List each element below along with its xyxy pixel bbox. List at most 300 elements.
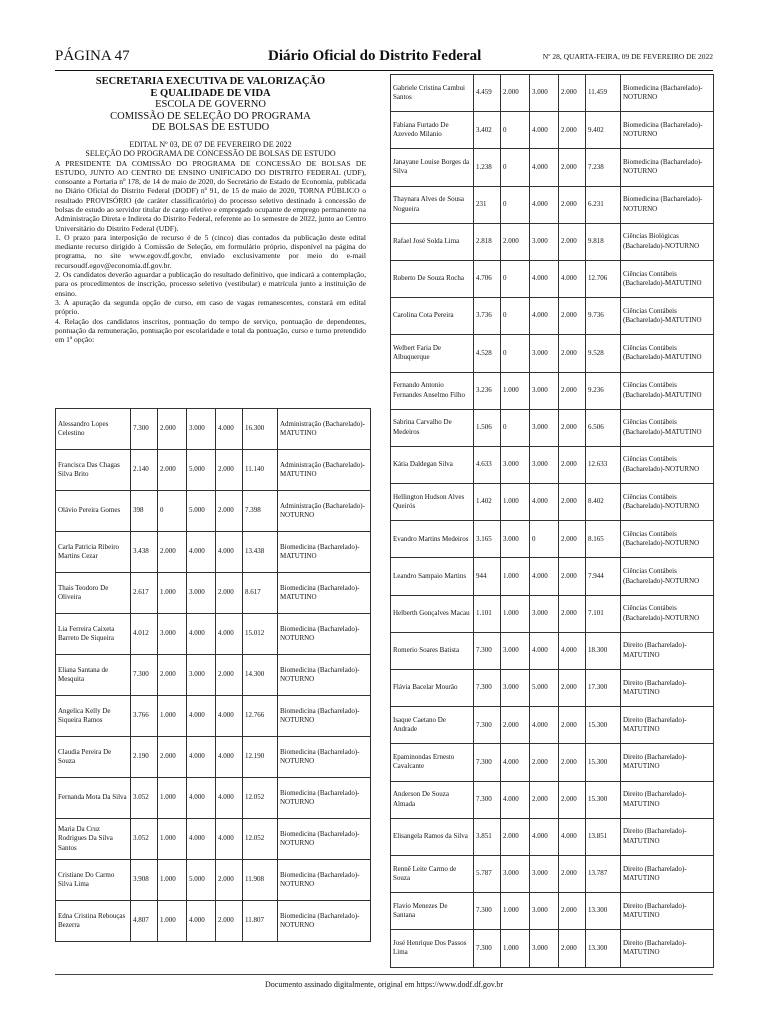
journal-title: Diário Oficial do Distrito Federal bbox=[268, 48, 482, 64]
tempo-servico-cell: 3.052 bbox=[131, 819, 158, 860]
dependentes-cell: 2.000 bbox=[501, 75, 530, 112]
tempo-servico-cell: 7.300 bbox=[474, 930, 501, 967]
tempo-servico-cell: 2.190 bbox=[131, 737, 158, 778]
total-pontuacao-cell: 13.787 bbox=[586, 855, 621, 892]
candidate-name-cell: Gabriele Cristina Cambui Santos bbox=[391, 75, 474, 112]
tempo-servico-cell: 1.101 bbox=[474, 595, 501, 632]
candidate-name-cell: Thaynara Alves de Sousa Nogueira bbox=[391, 186, 474, 223]
candidate-name-cell: Carolina Cota Pereira bbox=[391, 298, 474, 335]
curso-turno-cell: Direito (Bacharelado)-MATUTINO bbox=[621, 632, 714, 669]
remuneracao-cell: 2.000 bbox=[530, 781, 559, 818]
page-header bbox=[55, 48, 713, 70]
curso-turno-cell: Direito (Bacharelado)-MATUTINO bbox=[621, 670, 714, 707]
escolaridade-cell: 2.000 bbox=[559, 75, 586, 112]
dependentes-cell: 1.000 bbox=[158, 573, 187, 614]
remuneracao-cell: 4.000 bbox=[530, 112, 559, 149]
tempo-servico-cell: 7.300 bbox=[131, 655, 158, 696]
escolaridade-cell: 2.000 bbox=[216, 450, 243, 491]
remuneracao-cell: 3.000 bbox=[530, 930, 559, 967]
curso-turno-cell: Biomedicina (Bacharelado)-NOTURNO bbox=[278, 901, 371, 942]
table-row bbox=[391, 818, 714, 855]
total-pontuacao-cell: 7.944 bbox=[586, 558, 621, 595]
total-pontuacao-cell: 11.459 bbox=[586, 75, 621, 112]
edital-intro: A PRESIDENTE DA COMISSÃO DO PROGRAMA DE CONCESSÃO DE BOLSAS DE ESTUDO, JUNTO AO CENTRO DE ENSINO UNIFICADO DO DISTRITO FEDERAL (UDF), consoante a Portaria nº 178, de 14 de maio de 2020, do Secretário de Estado de Economia, publicada no Diário Oficial do Distrito Federal (DODF) nº 91, de 15 de maio de 2020, TORNA PÚBLICO o resultado PROVISÓRIO (de caráter classificatório) do processo seletivo destinado à concessão de bolsas de estudo ao servidor titular de cargo efetivo e empregado ocupante de emprego permanente na Administração Direta e Indireta do Distrito Federal, referente ao 1o semestre de 2022, junto ao Centro Universitário do Distrito Federal (UDF). bbox=[55, 158, 366, 233]
remuneracao-cell: 5.000 bbox=[530, 670, 559, 707]
remuneracao-cell: 3.000 bbox=[530, 893, 559, 930]
escolaridade-cell: 4.000 bbox=[216, 409, 243, 450]
table-row bbox=[391, 670, 714, 707]
table-row bbox=[56, 696, 371, 737]
edital-item-4: 4. Relação dos candidatos inscritos, pontuação do tempo de serviço, pontuação de dependentes, pontuação da remuneração, pontuação por escolaridade e total da pontuação, curso e turno pretendido em 1ª opção: bbox=[55, 316, 366, 345]
escolaridade-cell: 2.000 bbox=[559, 298, 586, 335]
tempo-servico-cell: 4.012 bbox=[131, 614, 158, 655]
escolaridade-cell: 2.000 bbox=[216, 901, 243, 942]
escolaridade-cell: 2.000 bbox=[559, 149, 586, 186]
remuneracao-cell: 5.000 bbox=[187, 860, 216, 901]
remuneracao-cell: 3.000 bbox=[530, 446, 559, 483]
tempo-servico-cell: 398 bbox=[131, 491, 158, 532]
escolaridade-cell: 4.000 bbox=[216, 819, 243, 860]
table-row bbox=[391, 298, 714, 335]
total-pontuacao-cell: 6.231 bbox=[586, 186, 621, 223]
remuneracao-cell: 4.000 bbox=[530, 186, 559, 223]
edital-title: EDITAL Nº 03, DE 07 DE FEVEREIRO DE 2022 bbox=[129, 139, 292, 149]
remuneracao-cell: 4.000 bbox=[187, 901, 216, 942]
dependentes-cell: 1.000 bbox=[158, 860, 187, 901]
table-row bbox=[56, 409, 371, 450]
total-pontuacao-cell: 16.300 bbox=[243, 409, 278, 450]
remuneracao-cell: 3.000 bbox=[187, 655, 216, 696]
total-pontuacao-cell: 12.766 bbox=[243, 696, 278, 737]
candidate-name-cell: Isaque Caetano De Andrade bbox=[391, 707, 474, 744]
total-pontuacao-cell: 13.300 bbox=[586, 893, 621, 930]
curso-turno-cell: Biomedicina (Bacharelado)-NOTURNO bbox=[278, 819, 371, 860]
dependentes-cell: 1.000 bbox=[501, 893, 530, 930]
remuneracao-cell: 4.000 bbox=[187, 737, 216, 778]
escolaridade-cell: 2.000 bbox=[559, 670, 586, 707]
candidate-name-cell: Sabrina Carvalho De Medeiros bbox=[391, 409, 474, 446]
tempo-servico-cell: 3.438 bbox=[131, 532, 158, 573]
tempo-servico-cell: 7.300 bbox=[474, 707, 501, 744]
remuneracao-cell: 0 bbox=[530, 521, 559, 558]
curso-turno-cell: Biomedicina (Bacharelado)-NOTURNO bbox=[278, 778, 371, 819]
candidate-name-cell: Fernanda Mota Da Silva bbox=[56, 778, 131, 819]
table-row bbox=[56, 819, 371, 860]
remuneracao-cell: 3.000 bbox=[530, 372, 559, 409]
tempo-servico-cell: 2.617 bbox=[131, 573, 158, 614]
candidate-name-cell: Cristiane Do Carmo Silva Lima bbox=[56, 860, 131, 901]
escolaridade-cell: 2.000 bbox=[559, 744, 586, 781]
total-pontuacao-cell: 12.052 bbox=[243, 819, 278, 860]
table-row bbox=[56, 778, 371, 819]
total-pontuacao-cell: 7.398 bbox=[243, 491, 278, 532]
issue-date: Nº 28, QUARTA-FEIRA, 09 DE FEVEREIRO DE 2022 bbox=[542, 52, 713, 61]
curso-turno-cell: Ciências Contábeis (Bacharelado)-MATUTINO bbox=[621, 372, 714, 409]
dependentes-cell: 3.000 bbox=[158, 614, 187, 655]
tempo-servico-cell: 4.706 bbox=[474, 260, 501, 297]
tempo-servico-cell: 2.818 bbox=[474, 223, 501, 260]
candidate-name-cell: Janayane Louise Borges da Silva bbox=[391, 149, 474, 186]
table-row bbox=[391, 707, 714, 744]
total-pontuacao-cell: 8.617 bbox=[243, 573, 278, 614]
escolaridade-cell: 2.000 bbox=[559, 112, 586, 149]
curso-turno-cell: Biomedicina (Bacharelado)-MATUTINO bbox=[278, 573, 371, 614]
org-line: ESCOLA DE GOVERNO bbox=[155, 99, 266, 110]
candidate-name-cell: Flavio Menezes De Santana bbox=[391, 893, 474, 930]
candidate-name-cell: Welbert Faria De Albuquerque bbox=[391, 335, 474, 372]
dependentes-cell: 3.000 bbox=[501, 855, 530, 892]
candidate-name-cell: Hellington Hudson Alves Queirós bbox=[391, 484, 474, 521]
candidates-table-left bbox=[55, 408, 371, 942]
table-row bbox=[391, 112, 714, 149]
table-row bbox=[391, 893, 714, 930]
tempo-servico-cell: 944 bbox=[474, 558, 501, 595]
curso-turno-cell: Administração (Bacharelado)-MATUTINO bbox=[278, 409, 371, 450]
dependentes-cell: 4.000 bbox=[501, 744, 530, 781]
curso-turno-cell: Biomedicina (Bacharelado)-NOTURNO bbox=[621, 149, 714, 186]
total-pontuacao-cell: 7.238 bbox=[586, 149, 621, 186]
dependentes-cell: 2.000 bbox=[158, 450, 187, 491]
table-row bbox=[391, 521, 714, 558]
curso-turno-cell: Ciências Contábeis (Bacharelado)-NOTURNO bbox=[621, 595, 714, 632]
total-pontuacao-cell: 17.300 bbox=[586, 670, 621, 707]
escolaridade-cell: 2.000 bbox=[559, 223, 586, 260]
escolaridade-cell: 4.000 bbox=[559, 260, 586, 297]
escolaridade-cell: 2.000 bbox=[559, 521, 586, 558]
candidate-name-cell: Thais Teodoro De Oliveira bbox=[56, 573, 131, 614]
curso-turno-cell: Ciências Contábeis (Bacharelado)-NOTURNO bbox=[621, 484, 714, 521]
total-pontuacao-cell: 11.140 bbox=[243, 450, 278, 491]
remuneracao-cell: 3.000 bbox=[530, 335, 559, 372]
candidate-name-cell: Olávio Pereira Gomes bbox=[56, 491, 131, 532]
escolaridade-cell: 4.000 bbox=[559, 632, 586, 669]
table-row bbox=[391, 149, 714, 186]
tempo-servico-cell: 7.300 bbox=[474, 893, 501, 930]
candidate-name-cell: Francisca Das Chagas Silva Brito bbox=[56, 450, 131, 491]
total-pontuacao-cell: 12.706 bbox=[586, 260, 621, 297]
total-pontuacao-cell: 8.402 bbox=[586, 484, 621, 521]
remuneracao-cell: 2.000 bbox=[530, 744, 559, 781]
total-pontuacao-cell: 11.807 bbox=[243, 901, 278, 942]
total-pontuacao-cell: 15.300 bbox=[586, 707, 621, 744]
dependentes-cell: 1.000 bbox=[501, 558, 530, 595]
header-divider bbox=[55, 70, 713, 71]
dependentes-cell: 0 bbox=[501, 186, 530, 223]
curso-turno-cell: Biomedicina (Bacharelado)-NOTURNO bbox=[621, 75, 714, 112]
table-row bbox=[391, 409, 714, 446]
footer-divider bbox=[55, 974, 713, 975]
table-row bbox=[391, 632, 714, 669]
curso-turno-cell: Biomedicina (Bacharelado)-NOTURNO bbox=[621, 186, 714, 223]
table-row bbox=[391, 372, 714, 409]
curso-turno-cell: Biomedicina (Bacharelado)-NOTURNO bbox=[278, 737, 371, 778]
tempo-servico-cell: 7.300 bbox=[474, 781, 501, 818]
org-line: SECRETARIA EXECUTIVA DE VALORIZAÇÃO bbox=[95, 76, 326, 87]
escolaridade-cell: 2.000 bbox=[559, 484, 586, 521]
tempo-servico-cell: 4.528 bbox=[474, 335, 501, 372]
tempo-servico-cell: 3.236 bbox=[474, 372, 501, 409]
dependentes-cell: 3.000 bbox=[501, 632, 530, 669]
total-pontuacao-cell: 13.851 bbox=[586, 818, 621, 855]
tempo-servico-cell: 3.766 bbox=[131, 696, 158, 737]
table-row bbox=[391, 855, 714, 892]
candidate-name-cell: Claudia Pereira De Souza bbox=[56, 737, 131, 778]
total-pontuacao-cell: 12.052 bbox=[243, 778, 278, 819]
dependentes-cell: 2.000 bbox=[501, 818, 530, 855]
curso-turno-cell: Ciências Contábeis (Bacharelado)-MATUTINO bbox=[621, 335, 714, 372]
total-pontuacao-cell: 15.300 bbox=[586, 744, 621, 781]
escolaridade-cell: 2.000 bbox=[559, 855, 586, 892]
org-line: E QUALIDADE DE VIDA bbox=[150, 87, 271, 99]
dependentes-cell: 2.000 bbox=[501, 223, 530, 260]
dependentes-cell: 0 bbox=[501, 149, 530, 186]
table-row bbox=[56, 573, 371, 614]
total-pontuacao-cell: 15.012 bbox=[243, 614, 278, 655]
curso-turno-cell: Direito (Bacharelado)-MATUTINO bbox=[621, 893, 714, 930]
tempo-servico-cell: 4.459 bbox=[474, 75, 501, 112]
curso-turno-cell: Biomedicina (Bacharelado)-NOTURNO bbox=[278, 614, 371, 655]
candidate-name-cell: Carla Patricia Ribeiro Martins Cezar bbox=[56, 532, 131, 573]
tempo-servico-cell: 1.506 bbox=[474, 409, 501, 446]
dependentes-cell: 4.000 bbox=[501, 781, 530, 818]
dependentes-cell: 1.000 bbox=[501, 930, 530, 967]
curso-turno-cell: Ciências Contábeis (Bacharelado)-NOTURNO bbox=[621, 446, 714, 483]
curso-turno-cell: Direito (Bacharelado)-MATUTINO bbox=[621, 781, 714, 818]
dependentes-cell: 0 bbox=[501, 298, 530, 335]
curso-turno-cell: Direito (Bacharelado)-MATUTINO bbox=[621, 930, 714, 967]
remuneracao-cell: 3.000 bbox=[530, 75, 559, 112]
page-number: PÁGINA 47 bbox=[55, 48, 130, 64]
escolaridade-cell: 2.000 bbox=[559, 707, 586, 744]
total-pontuacao-cell: 9.402 bbox=[586, 112, 621, 149]
escolaridade-cell: 2.000 bbox=[559, 781, 586, 818]
total-pontuacao-cell: 7.101 bbox=[586, 595, 621, 632]
candidate-name-cell: Rennê Leite Carmo de Souza bbox=[391, 855, 474, 892]
remuneracao-cell: 4.000 bbox=[530, 818, 559, 855]
remuneracao-cell: 3.000 bbox=[187, 573, 216, 614]
escolaridade-cell: 4.000 bbox=[216, 614, 243, 655]
remuneracao-cell: 4.000 bbox=[530, 149, 559, 186]
total-pontuacao-cell: 18.300 bbox=[586, 632, 621, 669]
candidate-name-cell: Rafael José Solda Lima bbox=[391, 223, 474, 260]
total-pontuacao-cell: 6.506 bbox=[586, 409, 621, 446]
candidate-name-cell: Fabiana Furtado De Azevedo Milanio bbox=[391, 112, 474, 149]
table-row bbox=[56, 532, 371, 573]
candidate-name-cell: Angelica Kelly De Siqueira Ramos bbox=[56, 696, 131, 737]
dependentes-cell: 1.000 bbox=[158, 819, 187, 860]
total-pontuacao-cell: 11.908 bbox=[243, 860, 278, 901]
remuneracao-cell: 3.000 bbox=[530, 409, 559, 446]
dependentes-cell: 1.000 bbox=[501, 372, 530, 409]
escolaridade-cell: 2.000 bbox=[559, 558, 586, 595]
tempo-servico-cell: 4.807 bbox=[131, 901, 158, 942]
table-row bbox=[391, 223, 714, 260]
dependentes-cell: 0 bbox=[501, 409, 530, 446]
remuneracao-cell: 4.000 bbox=[530, 707, 559, 744]
candidate-name-cell: Roberto De Souza Rocha bbox=[391, 260, 474, 297]
curso-turno-cell: Ciências Contábeis (Bacharelado)-MATUTINO bbox=[621, 409, 714, 446]
total-pontuacao-cell: 9.818 bbox=[586, 223, 621, 260]
curso-turno-cell: Direito (Bacharelado)-MATUTINO bbox=[621, 744, 714, 781]
table-row bbox=[56, 491, 371, 532]
total-pontuacao-cell: 13.438 bbox=[243, 532, 278, 573]
tempo-servico-cell: 3.402 bbox=[474, 112, 501, 149]
tempo-servico-cell: 7.300 bbox=[131, 409, 158, 450]
curso-turno-cell: Biomedicina (Bacharelado)-MATUTINO bbox=[278, 532, 371, 573]
dependentes-cell: 1.000 bbox=[501, 484, 530, 521]
table-row bbox=[391, 186, 714, 223]
dependentes-cell: 2.000 bbox=[501, 707, 530, 744]
table-row bbox=[391, 335, 714, 372]
table-row bbox=[391, 446, 714, 483]
escolaridade-cell: 4.000 bbox=[216, 737, 243, 778]
tempo-servico-cell: 3.851 bbox=[474, 818, 501, 855]
candidate-name-cell: José Henrique Dos Passos Lima bbox=[391, 930, 474, 967]
table-row bbox=[56, 450, 371, 491]
tempo-servico-cell: 3.736 bbox=[474, 298, 501, 335]
remuneracao-cell: 3.000 bbox=[530, 595, 559, 632]
edital-subtitle: SELEÇÃO DO PROGRAMA DE CONCESSÃO DE BOLSAS DE ESTUDO bbox=[85, 149, 336, 158]
total-pontuacao-cell: 9.236 bbox=[586, 372, 621, 409]
remuneracao-cell: 3.000 bbox=[530, 855, 559, 892]
tempo-servico-cell: 231 bbox=[474, 186, 501, 223]
curso-turno-cell: Direito (Bacharelado)-MATUTINO bbox=[621, 707, 714, 744]
table-row bbox=[56, 614, 371, 655]
candidate-name-cell: Alessandro Lopes Celestino bbox=[56, 409, 131, 450]
total-pontuacao-cell: 15.300 bbox=[586, 781, 621, 818]
tempo-servico-cell: 7.300 bbox=[474, 670, 501, 707]
escolaridade-cell: 4.000 bbox=[216, 696, 243, 737]
tempo-servico-cell: 7.300 bbox=[474, 632, 501, 669]
dependentes-cell: 2.000 bbox=[158, 737, 187, 778]
dependentes-cell: 2.000 bbox=[158, 532, 187, 573]
escolaridade-cell: 2.000 bbox=[559, 930, 586, 967]
candidate-name-cell: Flávia Bacelar Mourão bbox=[391, 670, 474, 707]
remuneracao-cell: 5.000 bbox=[187, 491, 216, 532]
dependentes-cell: 0 bbox=[501, 260, 530, 297]
escolaridade-cell: 2.000 bbox=[559, 372, 586, 409]
tempo-servico-cell: 3.165 bbox=[474, 521, 501, 558]
table-row bbox=[391, 744, 714, 781]
total-pontuacao-cell: 12.633 bbox=[586, 446, 621, 483]
table-row bbox=[56, 737, 371, 778]
curso-turno-cell: Administração (Bacharelado)-MATUTINO bbox=[278, 450, 371, 491]
table-row bbox=[391, 260, 714, 297]
org-line: COMISSÃO DE SELEÇÃO DO PROGRAMA bbox=[110, 110, 311, 122]
table-row bbox=[56, 655, 371, 696]
escolaridade-cell: 2.000 bbox=[216, 655, 243, 696]
escolaridade-cell: 2.000 bbox=[559, 893, 586, 930]
remuneracao-cell: 4.000 bbox=[530, 484, 559, 521]
candidate-name-cell: Leandro Sampaio Martins bbox=[391, 558, 474, 595]
table-row bbox=[391, 930, 714, 967]
candidate-name-cell: Maria Da Cruz Rodrigues Da Silva Santos bbox=[56, 819, 131, 860]
tempo-servico-cell: 1.238 bbox=[474, 149, 501, 186]
total-pontuacao-cell: 14.300 bbox=[243, 655, 278, 696]
dependentes-cell: 1.000 bbox=[501, 595, 530, 632]
table-row bbox=[391, 75, 714, 112]
dependentes-cell: 0 bbox=[501, 112, 530, 149]
escolaridade-cell: 2.000 bbox=[216, 491, 243, 532]
remuneracao-cell: 4.000 bbox=[187, 532, 216, 573]
curso-turno-cell: Direito (Bacharelado)-MATUTINO bbox=[621, 855, 714, 892]
remuneracao-cell: 4.000 bbox=[187, 696, 216, 737]
total-pontuacao-cell: 13.300 bbox=[586, 930, 621, 967]
remuneracao-cell: 4.000 bbox=[187, 819, 216, 860]
dependentes-cell: 3.000 bbox=[501, 521, 530, 558]
remuneracao-cell: 3.000 bbox=[187, 409, 216, 450]
candidate-name-cell: Evandro Martins Medeiros bbox=[391, 521, 474, 558]
edital-item-3: 3. A apuração da segunda opção de curso, em caso de vagas remanescentes, constará em edital próprio. bbox=[55, 297, 366, 317]
tempo-servico-cell: 3.052 bbox=[131, 778, 158, 819]
total-pontuacao-cell: 9.736 bbox=[586, 298, 621, 335]
candidate-name-cell: Romerio Soares Batista bbox=[391, 632, 474, 669]
remuneracao-cell: 4.000 bbox=[187, 614, 216, 655]
dependentes-cell: 1.000 bbox=[158, 696, 187, 737]
curso-turno-cell: Ciências Biológicas (Bacharelado)-NOTURNO bbox=[621, 223, 714, 260]
escolaridade-cell: 2.000 bbox=[216, 860, 243, 901]
curso-turno-cell: Biomedicina (Bacharelado)-NOTURNO bbox=[278, 655, 371, 696]
remuneracao-cell: 4.000 bbox=[530, 632, 559, 669]
curso-turno-cell: Direito (Bacharelado)-MATUTINO bbox=[621, 818, 714, 855]
total-pontuacao-cell: 9.528 bbox=[586, 335, 621, 372]
candidate-name-cell: Eliana Santana de Mesquita bbox=[56, 655, 131, 696]
curso-turno-cell: Ciências Contábeis (Bacharelado)-MATUTINO bbox=[621, 260, 714, 297]
table-row bbox=[391, 781, 714, 818]
candidate-name-cell: Anderson De Souza Almada bbox=[391, 781, 474, 818]
edital-item-1: 1. O prazo para interposição de recurso é de 5 (cinco) dias contados da publicação deste edital mediante recurso dirigido à Comissão de Seleção, em formulário próprio, disponível na página do programa, no site www.egov.df.gov.br, enviado exclusivamente por meio do e-mail recursoudf.egov@economia.df.gov.br. bbox=[55, 232, 366, 270]
curso-turno-cell: Biomedicina (Bacharelado)-NOTURNO bbox=[621, 112, 714, 149]
candidate-name-cell: Elisangela Ramos da Silva bbox=[391, 818, 474, 855]
dependentes-cell: 0 bbox=[158, 491, 187, 532]
dependentes-cell: 0 bbox=[501, 335, 530, 372]
dependentes-cell: 1.000 bbox=[158, 778, 187, 819]
escolaridade-cell: 4.000 bbox=[559, 818, 586, 855]
curso-turno-cell: Biomedicina (Bacharelado)-NOTURNO bbox=[278, 696, 371, 737]
table-row bbox=[391, 558, 714, 595]
edital-item-2: 2. Os candidatos deverão aguardar a publicação do resultado definitivo, que indicará a contemplação, para os procedimentos de inscrição, processo seletivo (vestibular) e matrícula junto a instituição de ensino. bbox=[55, 270, 366, 298]
candidate-name-cell: Fernando Antonio Fernandes Anselmo Filho bbox=[391, 372, 474, 409]
table-row bbox=[391, 595, 714, 632]
total-pontuacao-cell: 12.190 bbox=[243, 737, 278, 778]
curso-turno-cell: Biomedicina (Bacharelado)-NOTURNO bbox=[278, 860, 371, 901]
footer-note: Documento assinado digitalmente, original em https://www.dodf.df.gov.br bbox=[264, 980, 504, 989]
escolaridade-cell: 2.000 bbox=[559, 446, 586, 483]
table-row bbox=[56, 901, 371, 942]
curso-turno-cell: Administração (Bacharelado)-NOTURNO bbox=[278, 491, 371, 532]
table-row bbox=[56, 860, 371, 901]
dependentes-cell: 3.000 bbox=[501, 670, 530, 707]
candidate-name-cell: Kátia Daldegan Silva bbox=[391, 446, 474, 483]
escolaridade-cell: 2.000 bbox=[216, 573, 243, 614]
remuneracao-cell: 5.000 bbox=[187, 450, 216, 491]
dependentes-cell: 3.000 bbox=[501, 446, 530, 483]
curso-turno-cell: Ciências Contábeis (Bacharelado)-NOTURNO bbox=[621, 521, 714, 558]
remuneracao-cell: 4.000 bbox=[530, 260, 559, 297]
escolaridade-cell: 4.000 bbox=[216, 532, 243, 573]
tempo-servico-cell: 1.402 bbox=[474, 484, 501, 521]
tempo-servico-cell: 5.787 bbox=[474, 855, 501, 892]
candidate-name-cell: Lia Ferreira Caixeta Barreto De Siqueira bbox=[56, 614, 131, 655]
tempo-servico-cell: 7.300 bbox=[474, 744, 501, 781]
tempo-servico-cell: 4.633 bbox=[474, 446, 501, 483]
remuneracao-cell: 4.000 bbox=[530, 558, 559, 595]
remuneracao-cell: 4.000 bbox=[530, 298, 559, 335]
dependentes-cell: 2.000 bbox=[158, 655, 187, 696]
curso-turno-cell: Ciências Contábeis (Bacharelado)-MATUTINO bbox=[621, 298, 714, 335]
candidate-name-cell: Edna Cristina Rebouças Bezerra bbox=[56, 901, 131, 942]
dependentes-cell: 2.000 bbox=[158, 409, 187, 450]
